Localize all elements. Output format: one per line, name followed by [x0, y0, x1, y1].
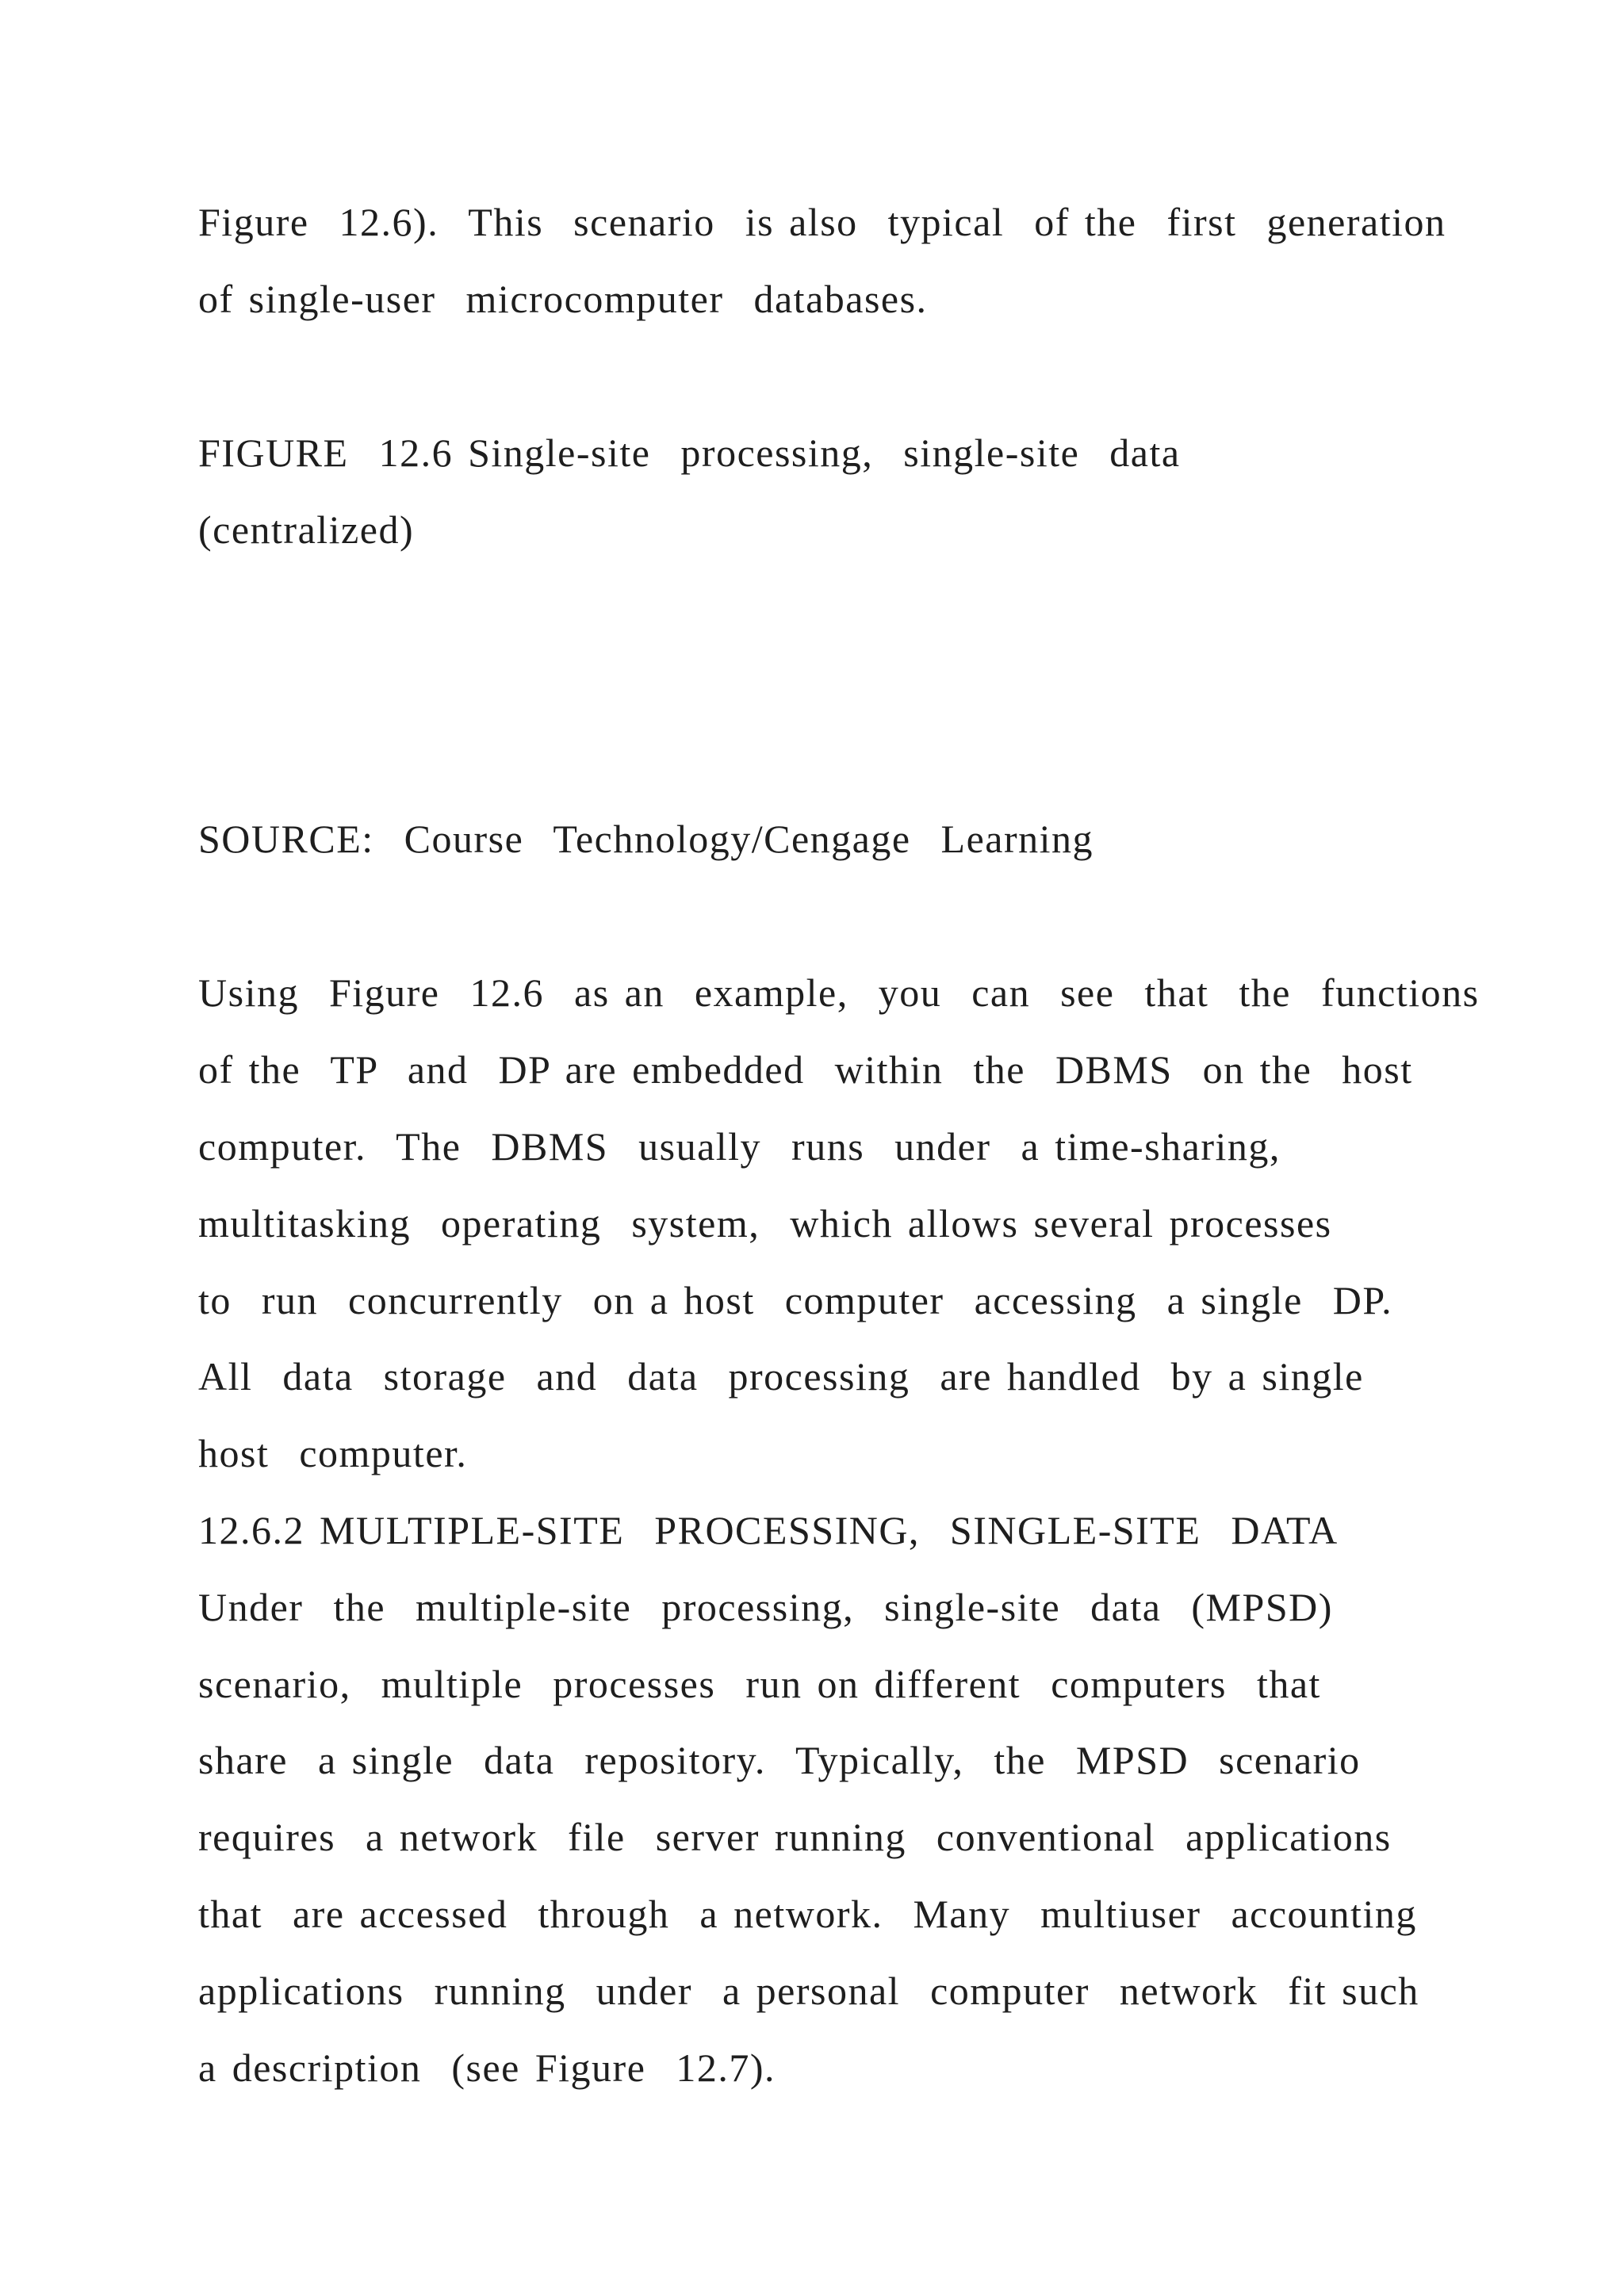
body-text-line: requires a network file server running conventional applications — [198, 1815, 1392, 1859]
body-text-line: of the TP and DP are embedded within the DBMS on the host — [198, 1047, 1413, 1092]
section-heading: 12.6.2 MULTIPLE-SITE PROCESSING, SINGLE-SITE DATA — [198, 1508, 1339, 1552]
body-text-line: applications running under a personal computer network fit such — [198, 1969, 1419, 2013]
body-text-line: host computer. — [198, 1431, 468, 1475]
figure-caption: FIGURE 12.6 Single-site processing, single-site data — [198, 430, 1181, 475]
body-text-line: share a single data repository. Typically, the MPSD scenario — [198, 1738, 1361, 1782]
body-text-line: a description (see Figure 12.7). — [198, 2045, 776, 2090]
body-text-line: Figure 12.6). This scenario is also typical of the first generation — [198, 200, 1446, 244]
body-text-line: of single-user microcomputer databases. — [198, 277, 928, 321]
body-text-line: All data storage and data processing are handled by a single — [198, 1354, 1364, 1399]
body-text-line: to run concurrently on a host computer accessing a single DP. — [198, 1278, 1393, 1322]
figure-source: SOURCE: Course Technology/Cengage Learning — [198, 817, 1094, 861]
body-text-line: computer. The DBMS usually runs under a time-sharing, — [198, 1124, 1281, 1169]
body-text-line: Using Figure 12.6 as an example, you can see that the functions — [198, 970, 1480, 1015]
body-text-line: multitasking operating system, which allows several processes — [198, 1201, 1332, 1246]
body-text-line: Under the multiple-site processing, single-site data (MPSD) — [198, 1585, 1333, 1629]
body-text-line: that are accessed through a network. Many multiuser accounting — [198, 1892, 1417, 1936]
figure-caption: (centralized) — [198, 507, 415, 552]
body-text-line: scenario, multiple processes run on different computers that — [198, 1662, 1321, 1706]
